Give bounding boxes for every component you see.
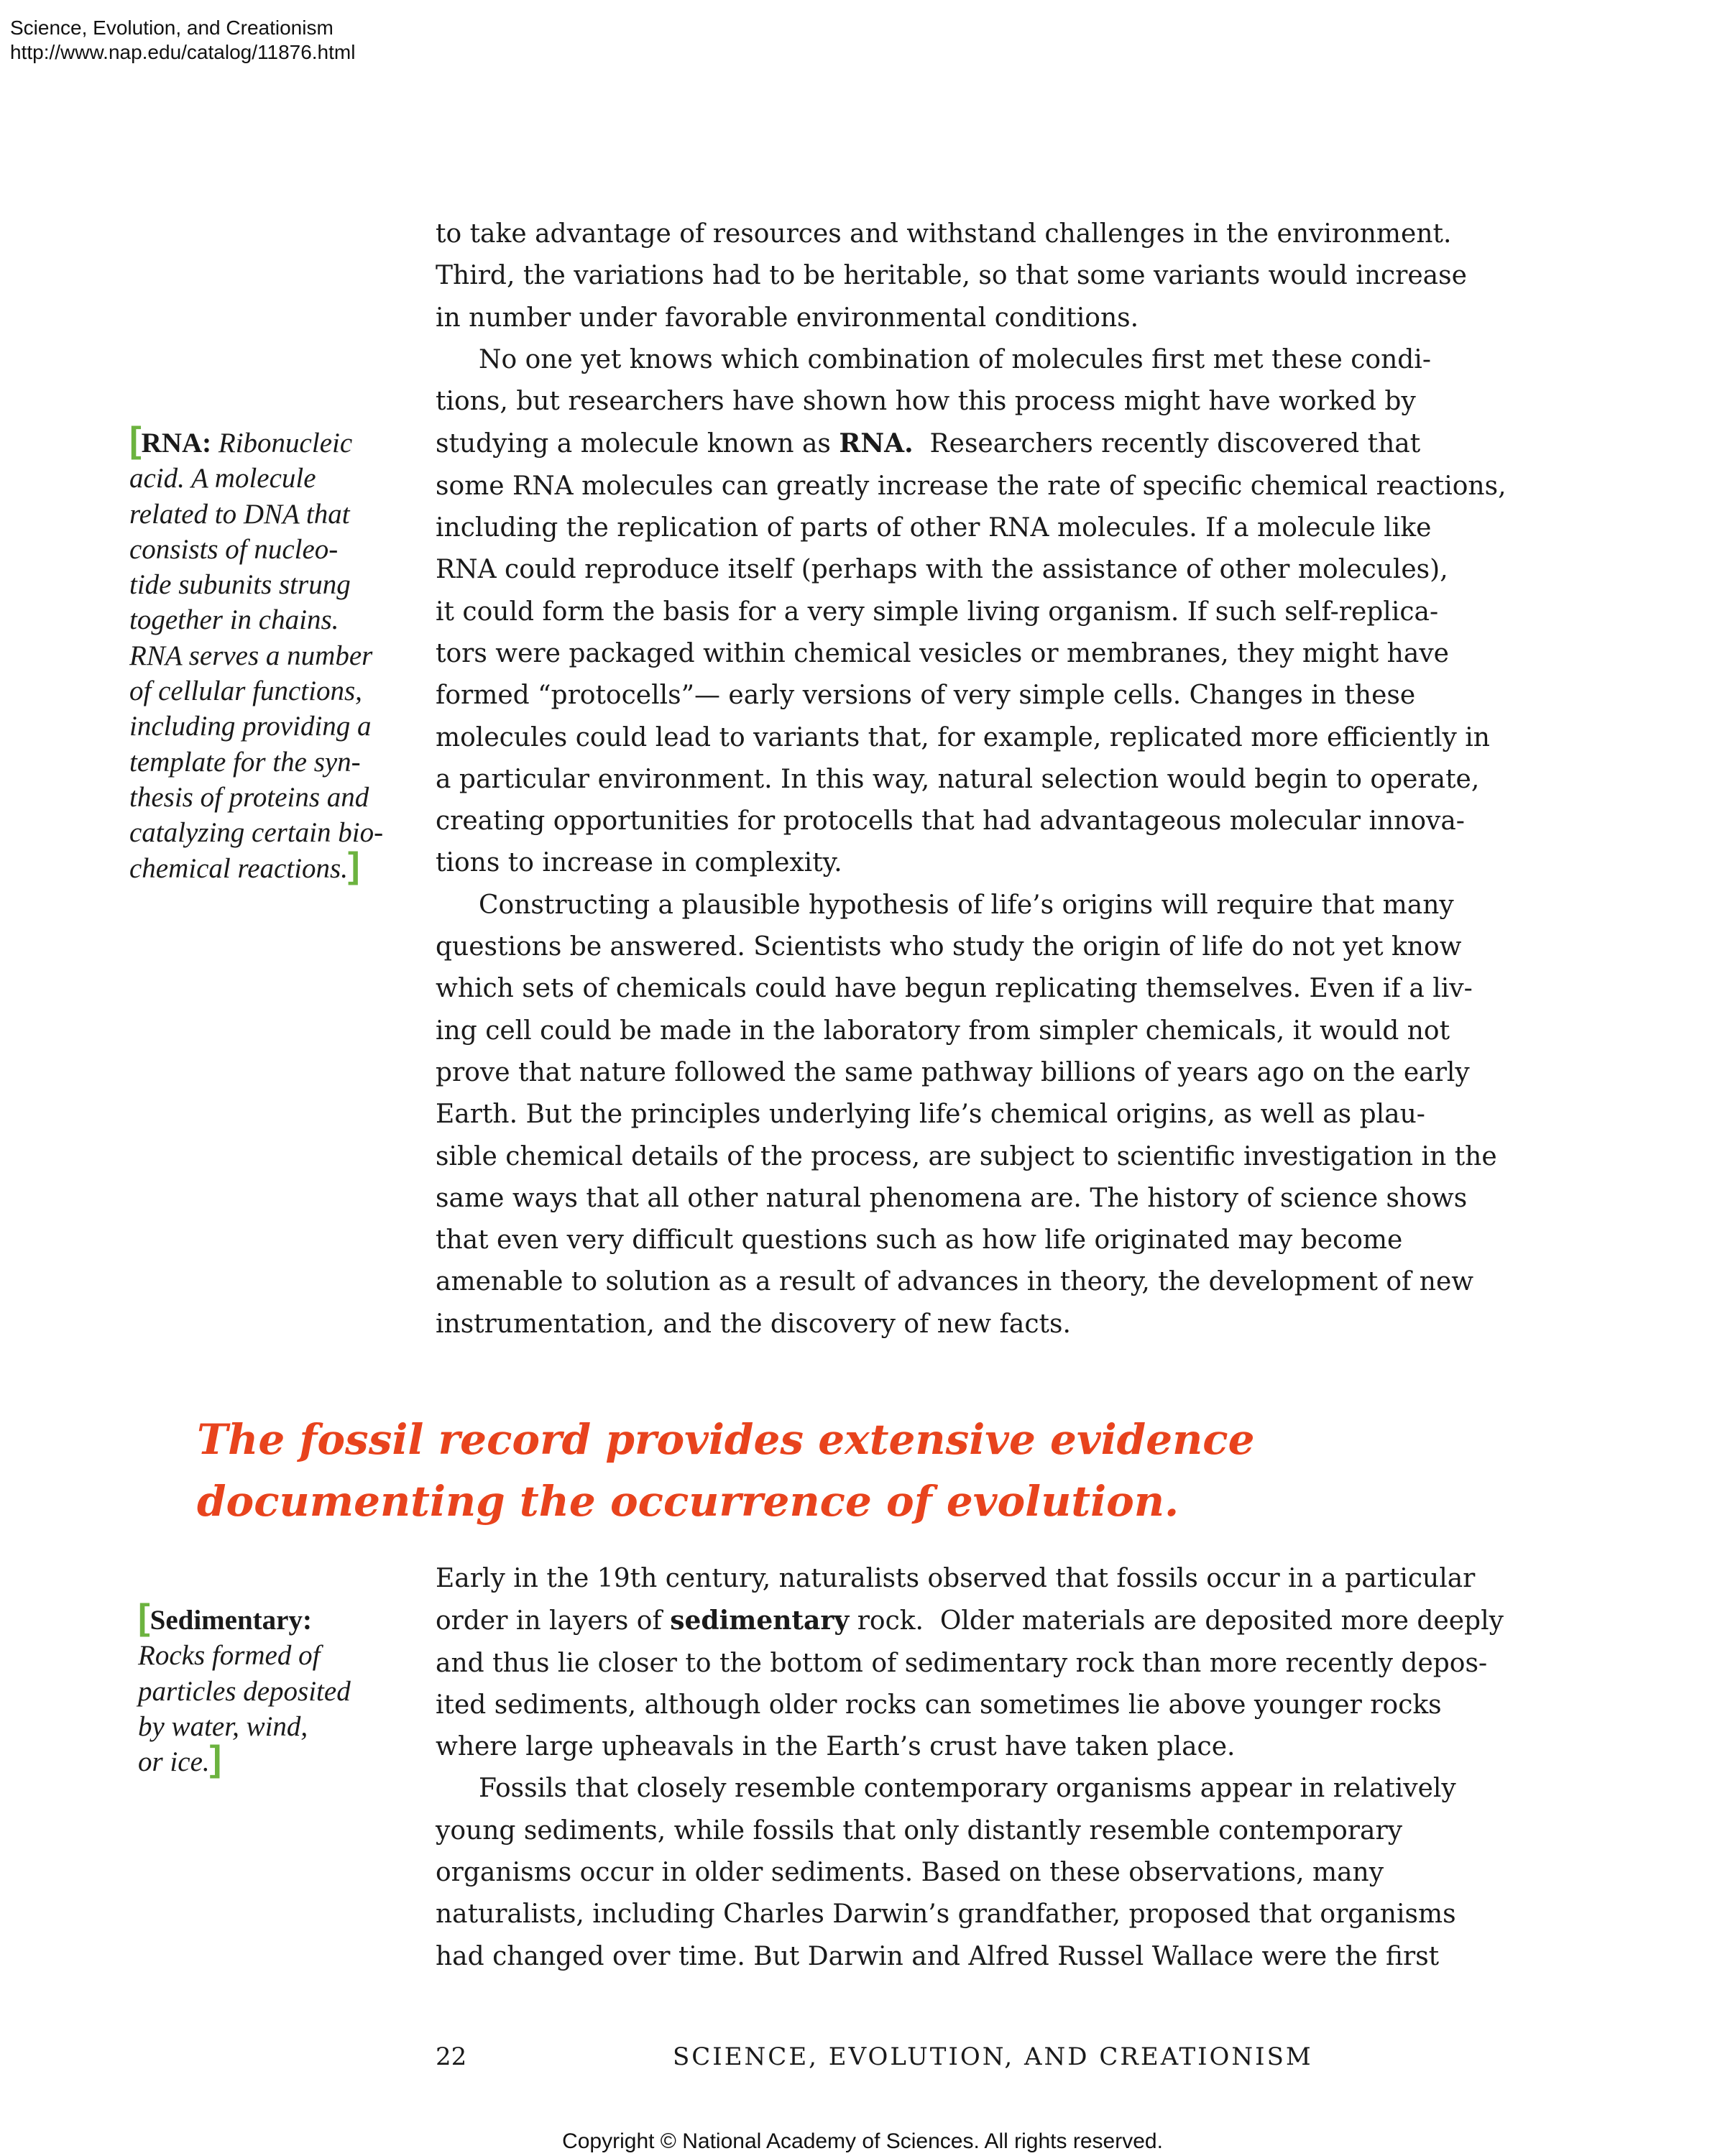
- glossary-term-rna: RNA.: [839, 428, 914, 459]
- text-line: of cellular functions,: [129, 676, 362, 707]
- headline-line: The fossil record provides extensive evidence: [197, 1415, 1255, 1464]
- text-line: same ways that all other natural phenomena are. The history of science shows: [436, 1183, 1468, 1213]
- paragraph: [436, 885, 1514, 1345]
- text-line: including the replication of parts of other RNA molecules. If a molecule like: [436, 513, 1432, 543]
- headline-line: documenting the occurrence of evolution.: [197, 1477, 1179, 1526]
- text-fragment: chemical reactions.: [129, 852, 348, 884]
- text-line: ing cell could be made in the laboratory from simpler chemicals, it would not: [436, 1015, 1450, 1046]
- text-line: tions, but researchers have shown how this process might have worked by: [436, 387, 1416, 417]
- document-title: Science, Evolution, and Creationism: [10, 17, 334, 39]
- text-line: [436, 423, 1514, 465]
- text-line: that even very difficult questions such as how life originated may become: [436, 1225, 1403, 1256]
- text-line: Earth. But the principles underlying life’s chemical origins, as well as plau-: [436, 1100, 1425, 1130]
- text-line: it could form the basis for a very simple living organism. If such self-replica-: [436, 596, 1439, 627]
- text-line: tors were packaged within chemical vesicles or membranes, they might have: [436, 638, 1449, 668]
- text-line: to take advantage of resources and withstand challenges in the environment.: [436, 219, 1452, 249]
- text-line: had changed over time. But Darwin and Alfred Russel Wallace were the first: [436, 1941, 1440, 1971]
- text-line: tide subunits strung: [129, 569, 351, 601]
- text-fragment: rock. Older materials are deposited more deeply: [849, 1606, 1504, 1636]
- text-line: creating opportunities for protocells that had advantageous molecular innova-: [436, 806, 1465, 837]
- close-bracket-icon: ]: [209, 1738, 222, 1779]
- close-bracket-icon: ]: [347, 844, 360, 885]
- paragraph: [436, 1768, 1514, 1977]
- open-bracket-icon: [: [129, 420, 142, 460]
- open-bracket-icon: [: [138, 1597, 150, 1637]
- text-line: No one yet knows which combination of molecules first met these condi-: [479, 344, 1431, 374]
- running-footer-title: SCIENCE, EVOLUTION, AND CREATIONISM: [673, 2042, 1313, 2071]
- text-line: Rocks formed of: [138, 1640, 321, 1672]
- text-line: [436, 1600, 1514, 1642]
- glossary-term: RNA:: [141, 428, 212, 459]
- text-line: questions be answered. Scientists who study the origin of life do not yet know: [436, 932, 1462, 962]
- text-line: Constructing a plausible hypothesis of life’s origins will require that many: [479, 890, 1454, 920]
- text-line: naturalists, including Charles Darwin’s grandfather, proposed that organisms: [436, 1899, 1456, 1930]
- text-line: some RNA molecules can greatly increase the rate of specific chemical reactions,: [436, 471, 1506, 501]
- section-headline: [197, 1409, 1255, 1532]
- text-line: tions to increase in complexity.: [436, 848, 842, 878]
- text-line: molecules could lead to variants that, for example, replicated more efficiently in: [436, 722, 1490, 752]
- body-section-1: [436, 213, 1514, 1345]
- glossary-term-sedimentary: sedimentary: [670, 1606, 850, 1636]
- text-fragment: or ice.: [138, 1746, 210, 1778]
- text-line: Third, the variations had to be heritable, so that some variants would increase: [436, 261, 1467, 291]
- text-line: Early in the 19th century, naturalists observed that fossils occur in a particular: [436, 1564, 1476, 1593]
- text-line: consists of nucleo-: [129, 533, 339, 565]
- text-line: acid. A molecule: [129, 463, 316, 494]
- body-section-2: [436, 1558, 1514, 1978]
- text-line: ited sediments, although older rocks can sometimes lie above younger rocks: [436, 1690, 1442, 1720]
- document-header: [10, 16, 355, 65]
- text-line: [138, 1738, 351, 1779]
- text-line: which sets of chemicals could have begun replicating themselves. Even if a liv-: [436, 974, 1473, 1004]
- text-line: RNA serves a number: [129, 640, 373, 671]
- page-number: 22: [436, 2042, 467, 2071]
- text-line: where large upheavals in the Earth’s crust have taken place.: [436, 1732, 1236, 1762]
- text-line: and thus lie closer to the bottom of sedimentary rock than more recently depos-: [436, 1648, 1488, 1678]
- text-line: sible chemical details of the process, are subject to scientific investigation in the: [436, 1141, 1497, 1171]
- text-line: organisms occur in older sediments. Based on these observations, many: [436, 1858, 1384, 1888]
- glossary-sidebar-rna: [129, 420, 384, 886]
- text-line: formed “protocells”— early versions of very simple cells. Changes in these: [436, 681, 1416, 711]
- paragraph: [436, 1558, 1514, 1768]
- paragraph: [436, 339, 1514, 885]
- glossary-term: Sedimentary:: [150, 1605, 312, 1636]
- text-line: young sediments, while fossils that only distantly resemble contemporary: [436, 1815, 1403, 1846]
- text-line: Fossils that closely resemble contemporary organisms appear in relatively: [479, 1774, 1456, 1804]
- paragraph: [436, 213, 1514, 339]
- text-line: together in chains.: [129, 604, 339, 636]
- text-fragment: Researchers recently discovered that: [913, 429, 1421, 459]
- text-line: amenable to solution as a result of advances in theory, the development of new: [436, 1267, 1474, 1297]
- text-fragment: Ribonucleic: [211, 428, 353, 459]
- text-line: including providing a: [129, 711, 372, 742]
- text-line: particles deposited: [138, 1675, 351, 1707]
- text-line: in number under favorable environmental conditions.: [436, 303, 1139, 333]
- text-line: RNA could reproduce itself (perhaps with the assistance of other molecules),: [436, 555, 1448, 585]
- text-line: [129, 420, 383, 461]
- text-line: [138, 1597, 351, 1638]
- document-url[interactable]: http://www.nap.edu/catalog/11876.html: [10, 41, 356, 63]
- glossary-sidebar-sedimentary: [138, 1597, 351, 1779]
- text-line: template for the syn-: [129, 746, 361, 778]
- text-line: related to DNA that: [129, 498, 350, 530]
- text-line: catalyzing certain bio-: [129, 817, 384, 849]
- text-line: instrumentation, and the discovery of new facts.: [436, 1309, 1071, 1339]
- text-line: by water, wind,: [138, 1710, 308, 1742]
- text-line: prove that nature followed the same pathway billions of years ago on the early: [436, 1057, 1470, 1087]
- text-line: a particular environment. In this way, natural selection would begin to operate,: [436, 764, 1480, 794]
- text-line: thesis of proteins and: [129, 781, 369, 813]
- text-line: [129, 844, 383, 886]
- text-fragment: order in layers of: [436, 1606, 671, 1636]
- copyright-notice: Copyright © National Academy of Sciences. All rights reserved.: [562, 2129, 1163, 2153]
- text-fragment: studying a molecule known as: [436, 429, 840, 459]
